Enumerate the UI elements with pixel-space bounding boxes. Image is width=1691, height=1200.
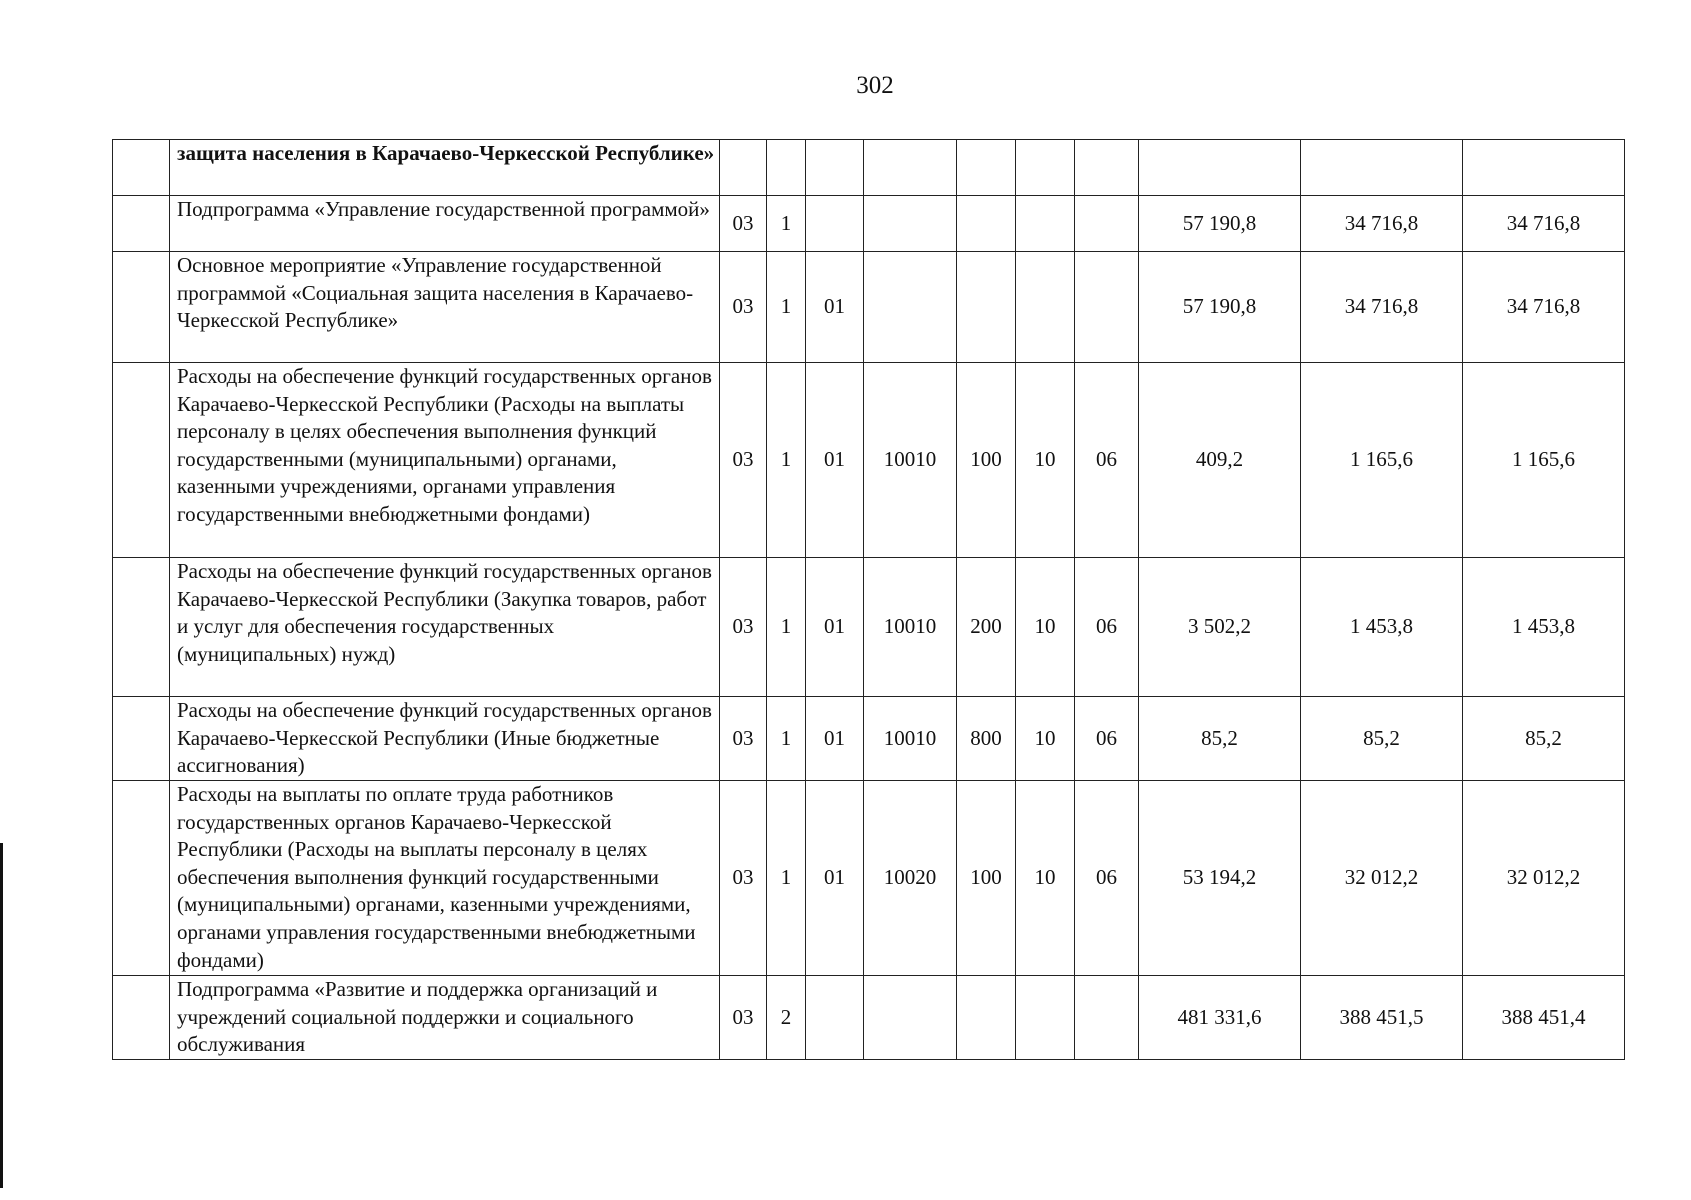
- row-number-cell: [113, 697, 170, 781]
- event-code-cell: [806, 976, 864, 1060]
- amount-year3-cell: [1463, 140, 1625, 196]
- event-code-cell: 01: [806, 697, 864, 781]
- program-code-cell: 03: [720, 781, 767, 976]
- subsection-code-cell: [1075, 140, 1139, 196]
- row-number-cell: [113, 140, 170, 196]
- event-code-cell: [806, 140, 864, 196]
- program-code-cell: 03: [720, 252, 767, 363]
- amount-year1-cell: 57 190,8: [1139, 196, 1301, 252]
- program-code-cell: 03: [720, 196, 767, 252]
- expense-type-cell: [957, 140, 1016, 196]
- subprogram-code-cell: 1: [767, 252, 806, 363]
- amount-year1-cell: 53 194,2: [1139, 781, 1301, 976]
- subprogram-code-cell: 1: [767, 558, 806, 697]
- expense-type-cell: [957, 976, 1016, 1060]
- direction-code-cell: 10010: [864, 697, 957, 781]
- program-code-cell: 03: [720, 976, 767, 1060]
- row-number-cell: [113, 196, 170, 252]
- event-code-cell: [806, 196, 864, 252]
- direction-code-cell: 10010: [864, 558, 957, 697]
- direction-code-cell: 10010: [864, 363, 957, 558]
- row-number-cell: [113, 976, 170, 1060]
- subsection-code-cell: 06: [1075, 558, 1139, 697]
- row-number-cell: [113, 781, 170, 976]
- table-row: [113, 252, 1625, 363]
- row-name-cell: Основное мероприятие «Управление государственной программой «Социальная защита населения в Карачаево-Черкесской Республике»: [170, 252, 720, 363]
- amount-year1-cell: 3 502,2: [1139, 558, 1301, 697]
- row-number-cell: [113, 252, 170, 363]
- subprogram-code-cell: [767, 140, 806, 196]
- row-name-cell: Расходы на обеспечение функций государственных органов Карачаево-Черкесской Республики (Иные бюджетные ассигнования): [170, 697, 720, 781]
- subprogram-code-cell: 2: [767, 976, 806, 1060]
- row-name-cell: Расходы на выплаты по оплате труда работников государственных органов Карачаево-Черкесской Республики (Расходы на выплаты персоналу в целях обеспечения выполнения функций государственными (муниципальными) органами, казенными учреждениями, органами управления государственными внебюджетными фондами): [170, 781, 720, 976]
- table-row: [113, 976, 1625, 1060]
- expense-type-cell: 100: [957, 781, 1016, 976]
- expense-type-cell: [957, 252, 1016, 363]
- section-code-cell: [1016, 976, 1075, 1060]
- amount-year2-cell: 1 165,6: [1301, 363, 1463, 558]
- row-name-cell: защита населения в Карачаево-Черкесской Республике»: [170, 140, 720, 196]
- subprogram-code-cell: 1: [767, 363, 806, 558]
- amount-year1-cell: 409,2: [1139, 363, 1301, 558]
- section-code-cell: 10: [1016, 363, 1075, 558]
- section-code-cell: [1016, 196, 1075, 252]
- row-name-cell: Расходы на обеспечение функций государственных органов Карачаево-Черкесской Республики (Расходы на выплаты персоналу в целях обеспечения выполнения функций государственными (муниципальными) органами, казенными учреждениями, органами управления государственными внебюджетными фондами): [170, 363, 720, 558]
- row-name-cell: Расходы на обеспечение функций государственных органов Карачаево-Черкесской Республики (Закупка товаров, работ и услуг для обеспечения государственных (муниципальных) нужд): [170, 558, 720, 697]
- table-row: [113, 781, 1625, 976]
- direction-code-cell: [864, 976, 957, 1060]
- subsection-code-cell: [1075, 976, 1139, 1060]
- amount-year1-cell: [1139, 140, 1301, 196]
- subprogram-code-cell: 1: [767, 697, 806, 781]
- direction-code-cell: [864, 252, 957, 363]
- direction-code-cell: [864, 196, 957, 252]
- amount-year3-cell: 34 716,8: [1463, 252, 1625, 363]
- amount-year3-cell: 1 453,8: [1463, 558, 1625, 697]
- amount-year2-cell: 32 012,2: [1301, 781, 1463, 976]
- program-code-cell: 03: [720, 697, 767, 781]
- row-name-cell: Подпрограмма «Развитие и поддержка организаций и учреждений социальной поддержки и социального обслуживания: [170, 976, 720, 1060]
- amount-year3-cell: 34 716,8: [1463, 196, 1625, 252]
- subsection-code-cell: 06: [1075, 363, 1139, 558]
- amount-year3-cell: 85,2: [1463, 697, 1625, 781]
- amount-year2-cell: 388 451,5: [1301, 976, 1463, 1060]
- amount-year2-cell: [1301, 140, 1463, 196]
- table-row: [113, 363, 1625, 558]
- section-code-cell: [1016, 252, 1075, 363]
- subsection-code-cell: 06: [1075, 697, 1139, 781]
- amount-year3-cell: 1 165,6: [1463, 363, 1625, 558]
- page-number: 302: [856, 72, 894, 99]
- amount-year1-cell: 85,2: [1139, 697, 1301, 781]
- amount-year1-cell: 481 331,6: [1139, 976, 1301, 1060]
- margin-line: [0, 843, 3, 1188]
- event-code-cell: 01: [806, 558, 864, 697]
- row-name-cell: Подпрограмма «Управление государственной программой»: [170, 196, 720, 252]
- expense-type-cell: 800: [957, 697, 1016, 781]
- program-code-cell: [720, 140, 767, 196]
- amount-year3-cell: 32 012,2: [1463, 781, 1625, 976]
- subprogram-code-cell: 1: [767, 781, 806, 976]
- amount-year2-cell: 34 716,8: [1301, 252, 1463, 363]
- subsection-code-cell: [1075, 252, 1139, 363]
- subsection-code-cell: [1075, 196, 1139, 252]
- row-number-cell: [113, 558, 170, 697]
- section-code-cell: 10: [1016, 697, 1075, 781]
- program-code-cell: 03: [720, 363, 767, 558]
- row-number-cell: [113, 363, 170, 558]
- expense-type-cell: [957, 196, 1016, 252]
- direction-code-cell: [864, 140, 957, 196]
- section-code-cell: 10: [1016, 558, 1075, 697]
- subprogram-code-cell: 1: [767, 196, 806, 252]
- budget-table: [112, 139, 1625, 1060]
- table-row: [113, 196, 1625, 252]
- table-row: [113, 697, 1625, 781]
- program-code-cell: 03: [720, 558, 767, 697]
- amount-year1-cell: 57 190,8: [1139, 252, 1301, 363]
- amount-year2-cell: 1 453,8: [1301, 558, 1463, 697]
- section-code-cell: [1016, 140, 1075, 196]
- event-code-cell: 01: [806, 252, 864, 363]
- section-code-cell: 10: [1016, 781, 1075, 976]
- budget-table-body: [113, 140, 1625, 1060]
- table-row: [113, 140, 1625, 196]
- expense-type-cell: 100: [957, 363, 1016, 558]
- event-code-cell: 01: [806, 781, 864, 976]
- amount-year2-cell: 85,2: [1301, 697, 1463, 781]
- expense-type-cell: 200: [957, 558, 1016, 697]
- event-code-cell: 01: [806, 363, 864, 558]
- direction-code-cell: 10020: [864, 781, 957, 976]
- subsection-code-cell: 06: [1075, 781, 1139, 976]
- table-row: [113, 558, 1625, 697]
- amount-year3-cell: 388 451,4: [1463, 976, 1625, 1060]
- amount-year2-cell: 34 716,8: [1301, 196, 1463, 252]
